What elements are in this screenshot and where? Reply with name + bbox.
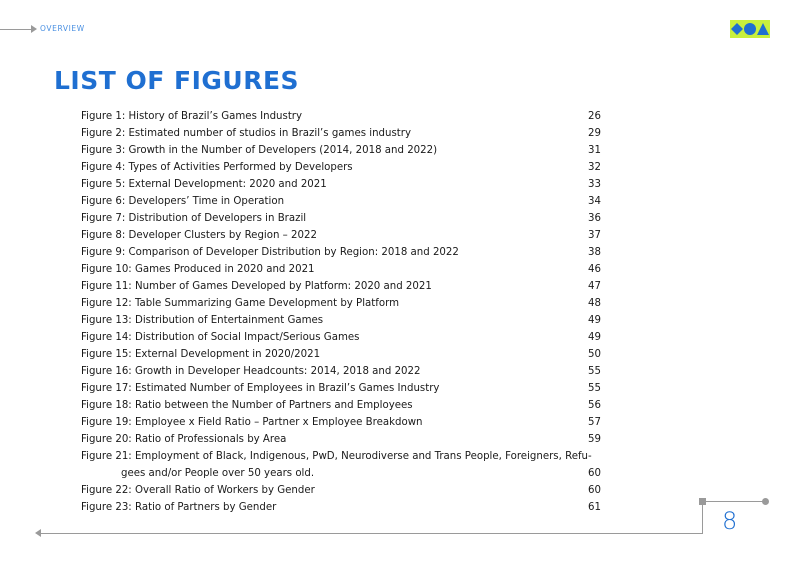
figure-title-text: Figure 9: Comparison of Developer Distribution by Region: 2018 and 2022 <box>81 247 459 258</box>
figure-page-number: 34 <box>588 196 601 207</box>
figures-list <box>81 108 601 516</box>
figure-title <box>81 363 561 380</box>
figure-page-number: 56 <box>588 400 601 411</box>
figure-page-number: 61 <box>588 502 601 513</box>
footer-rule-top <box>702 501 766 502</box>
figure-title <box>81 125 561 142</box>
figure-title-text: Figure 6: Developers’ Time in Operation <box>81 196 285 207</box>
figure-title <box>81 227 561 244</box>
figure-title <box>81 380 561 397</box>
diamond-icon <box>731 23 743 35</box>
list-item[interactable] <box>81 431 601 448</box>
figure-page-number: 55 <box>588 366 601 377</box>
figure-title <box>81 108 561 125</box>
figure-title <box>81 312 561 329</box>
figure-title <box>81 448 592 482</box>
list-item[interactable] <box>81 346 601 363</box>
list-item[interactable] <box>81 244 601 261</box>
figure-title <box>81 210 561 227</box>
figure-title-continuation: gees and/or People over 50 years old. <box>121 468 315 479</box>
figure-title <box>81 278 561 295</box>
figure-page-number: 47 <box>588 281 601 292</box>
list-item[interactable] <box>81 261 601 278</box>
figure-page-number: 50 <box>588 349 601 360</box>
figure-title-text: Figure 7: Distribution of Developers in Brazil <box>81 213 307 224</box>
list-item[interactable] <box>81 499 601 516</box>
figure-page-number: 32 <box>588 162 601 173</box>
arrow-right-icon <box>31 25 37 33</box>
figure-title-text: Figure 8: Developer Clusters by Region – 2022 <box>81 230 317 241</box>
figure-page-number: 60 <box>588 485 601 496</box>
figure-page-number: 33 <box>588 179 601 190</box>
list-item[interactable] <box>81 363 601 380</box>
triangle-icon <box>757 23 769 35</box>
figure-title <box>81 499 561 516</box>
figure-title <box>81 397 561 414</box>
figure-page-number: 55 <box>588 383 601 394</box>
list-item[interactable] <box>81 380 601 397</box>
figure-title-text: Figure 23: Ratio of Partners by Gender <box>81 502 277 513</box>
footer-rule-vertical <box>702 501 703 534</box>
figure-page-number: 48 <box>588 298 601 309</box>
figure-title <box>81 431 561 448</box>
figure-title-text: Figure 10: Games Produced in 2020 and 2021 <box>81 264 315 275</box>
figure-title-text: Figure 13: Distribution of Entertainment Games <box>81 315 324 326</box>
figure-title <box>81 142 561 159</box>
figure-page-number: 49 <box>588 332 601 343</box>
figure-title-text: Figure 16: Growth in Developer Headcounts: 2014, 2018 and 2022 <box>81 366 421 377</box>
list-item[interactable] <box>81 193 601 210</box>
header-rule <box>0 29 32 30</box>
figure-title-text: Figure 17: Estimated Number of Employees in Brazil’s Games Industry <box>81 383 440 394</box>
figure-page-number: 36 <box>588 213 601 224</box>
figure-title <box>81 414 561 431</box>
figure-title-text: Figure 3: Growth in the Number of Developers (2014, 2018 and 2022) <box>81 145 438 156</box>
list-item[interactable] <box>81 278 601 295</box>
figure-page-number: 37 <box>588 230 601 241</box>
list-item[interactable] <box>81 176 601 193</box>
circle-icon <box>744 23 756 35</box>
dot-marker-icon <box>762 498 769 505</box>
figure-title <box>81 261 561 278</box>
figure-title <box>81 176 561 193</box>
figure-title-text: Figure 12: Table Summarizing Game Development by Platform <box>81 298 400 309</box>
figure-title-text: Figure 15: External Development in 2020/2021 <box>81 349 321 360</box>
figure-page-number: 46 <box>588 264 601 275</box>
list-item[interactable] <box>81 295 601 312</box>
figure-title <box>81 193 561 210</box>
figure-page-number: 38 <box>588 247 601 258</box>
list-item[interactable] <box>81 414 601 431</box>
figure-title-text: Figure 2: Estimated number of studios in Brazil’s games industry <box>81 128 412 139</box>
list-item[interactable] <box>81 397 601 414</box>
figure-title <box>81 346 561 363</box>
section-label: OVERVIEW <box>40 24 85 33</box>
figure-title <box>81 244 561 261</box>
figure-title-text: Figure 14: Distribution of Social Impact/Serious Games <box>81 332 360 343</box>
figure-title-text: Figure 22: Overall Ratio of Workers by Gender <box>81 485 315 496</box>
figure-title <box>81 295 561 312</box>
figure-title <box>81 329 561 346</box>
list-item[interactable] <box>81 159 601 176</box>
figure-page-number: 26 <box>588 111 601 122</box>
list-item[interactable] <box>81 142 601 159</box>
list-item[interactable] <box>81 227 601 244</box>
list-item[interactable] <box>81 312 601 329</box>
figure-title-text: Figure 19: Employee x Field Ratio – Partner x Employee Breakdown <box>81 417 423 428</box>
figure-title <box>81 482 561 499</box>
square-marker-icon <box>699 498 706 505</box>
figure-title-text: Figure 4: Types of Activities Performed by Developers <box>81 162 353 173</box>
figure-page-number: 57 <box>588 417 601 428</box>
page-number: 8 <box>722 507 738 535</box>
page-title: LIST OF FIGURES <box>54 66 300 95</box>
figure-title <box>81 159 561 176</box>
figure-title-text: Figure 21: Employment of Black, Indigenous, PwD, Neurodiverse and Trans People, Foreigners, Refu- <box>81 451 592 462</box>
list-item[interactable] <box>81 125 601 142</box>
figure-page-number: 31 <box>588 145 601 156</box>
figure-page-number: 29 <box>588 128 601 139</box>
figure-title-text: Figure 11: Number of Games Developed by Platform: 2020 and 2021 <box>81 281 432 292</box>
list-item[interactable] <box>81 448 601 482</box>
figure-title-text: Figure 18: Ratio between the Number of Partners and Employees <box>81 400 413 411</box>
figure-title-text: Figure 1: History of Brazil’s Games Industry <box>81 111 303 122</box>
list-item[interactable] <box>81 482 601 499</box>
brand-logo <box>730 20 770 38</box>
figure-page-number: 59 <box>588 434 601 445</box>
list-item[interactable] <box>81 210 601 227</box>
figure-title-text: Figure 5: External Development: 2020 and 2021 <box>81 179 327 190</box>
figure-title-text: Figure 20: Ratio of Professionals by Area <box>81 434 287 445</box>
footer-rule <box>40 533 702 534</box>
figure-page-number: 49 <box>588 315 601 326</box>
figure-page-number: 60 <box>588 468 601 479</box>
list-item[interactable] <box>81 329 601 346</box>
list-item[interactable] <box>81 108 601 125</box>
